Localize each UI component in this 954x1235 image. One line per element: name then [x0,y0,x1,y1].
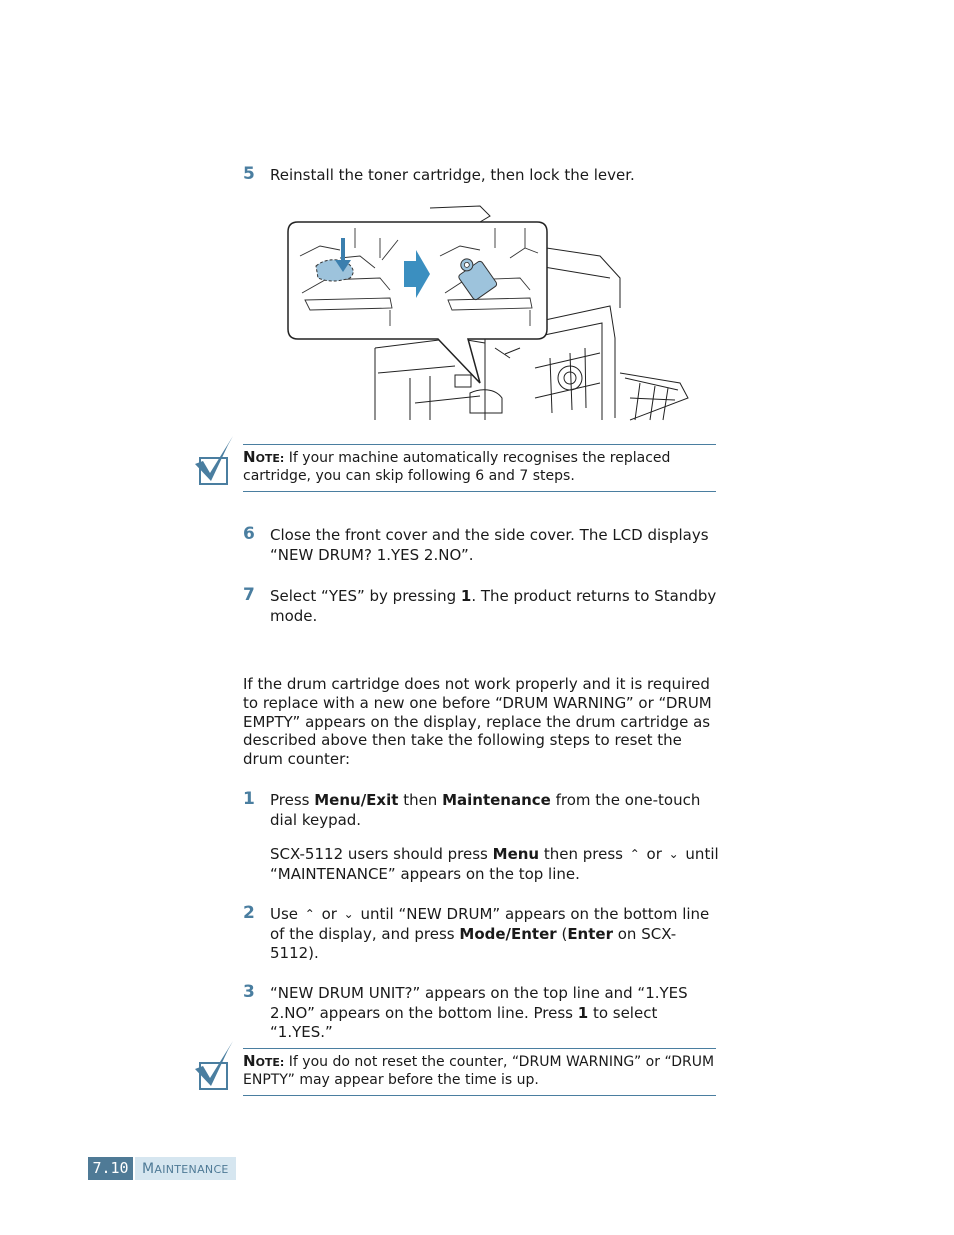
step-6-text: Close the front cover and the side cover. The LCD displays “NEW DRUM? 1.YES 2.NO”. [270,526,709,564]
note-checkmark-icon [193,1040,235,1092]
note-1-label: NOTE: [243,448,285,466]
step-5-number: 5 [243,164,255,184]
toner-reinstall-illustration [280,198,695,424]
note-2-label: NOTE: [243,1052,285,1070]
step-1-text: Press Menu/Exit then Maintenance from the one-touch dial keypad. [270,791,701,829]
step-7-text: Select “YES” by pressing 1. The product returns to Standby mode. [270,587,717,625]
page-number: 7.10 [88,1157,133,1180]
note-2-text: If you do not reset the counter, “DRUM WARNING” or “DRUM ENPTY” may appear before the time is up. [243,1054,715,1088]
down-arrow-icon: ⌄ [668,847,679,861]
step-2-text: Use ⌃ or ⌄ until “NEW DRUM” appears on the bottom line of the display, and press Mode/Enter (Enter on SCX- 5112). [270,905,710,962]
step-1-subnote: SCX-5112 users should press Menu then press ⌃ or ⌄ until “MAINTENANCE” appears on the top line. [270,845,719,883]
note-2 [243,1048,716,1096]
step-6-number: 6 [243,524,255,544]
step-3-number: 3 [243,982,255,1002]
note-1 [243,444,716,492]
step-1-number: 1 [243,789,255,809]
drum-reset-intro: If the drum cartridge does not work properly and it is required to replace with a new one before “DRUM WARNING” or “DRUM EMPTY” appears on the display, replace the drum cartridge as described above then take the following steps to reset the drum counter: [243,675,712,769]
step-7-number: 7 [243,585,255,605]
step-5-text: Reinstall the toner cartridge, then lock the lever. [270,166,635,184]
note-1-text: If your machine automatically recognises the replaced cartridge, you can skip following 6 and 7 steps. [243,450,671,484]
up-arrow-icon: ⌃ [304,907,315,921]
section-title: MAINTENANCE [135,1157,236,1180]
step-3-text: “NEW DRUM UNIT?” appears on the top line and “1.YES 2.NO” appears on the bottom line. Press 1 to select “1.YES.” [270,984,688,1041]
down-arrow-icon: ⌄ [343,907,354,921]
up-arrow-icon: ⌃ [629,847,640,861]
step-2-number: 2 [243,903,255,923]
note-checkmark-icon [193,435,235,487]
